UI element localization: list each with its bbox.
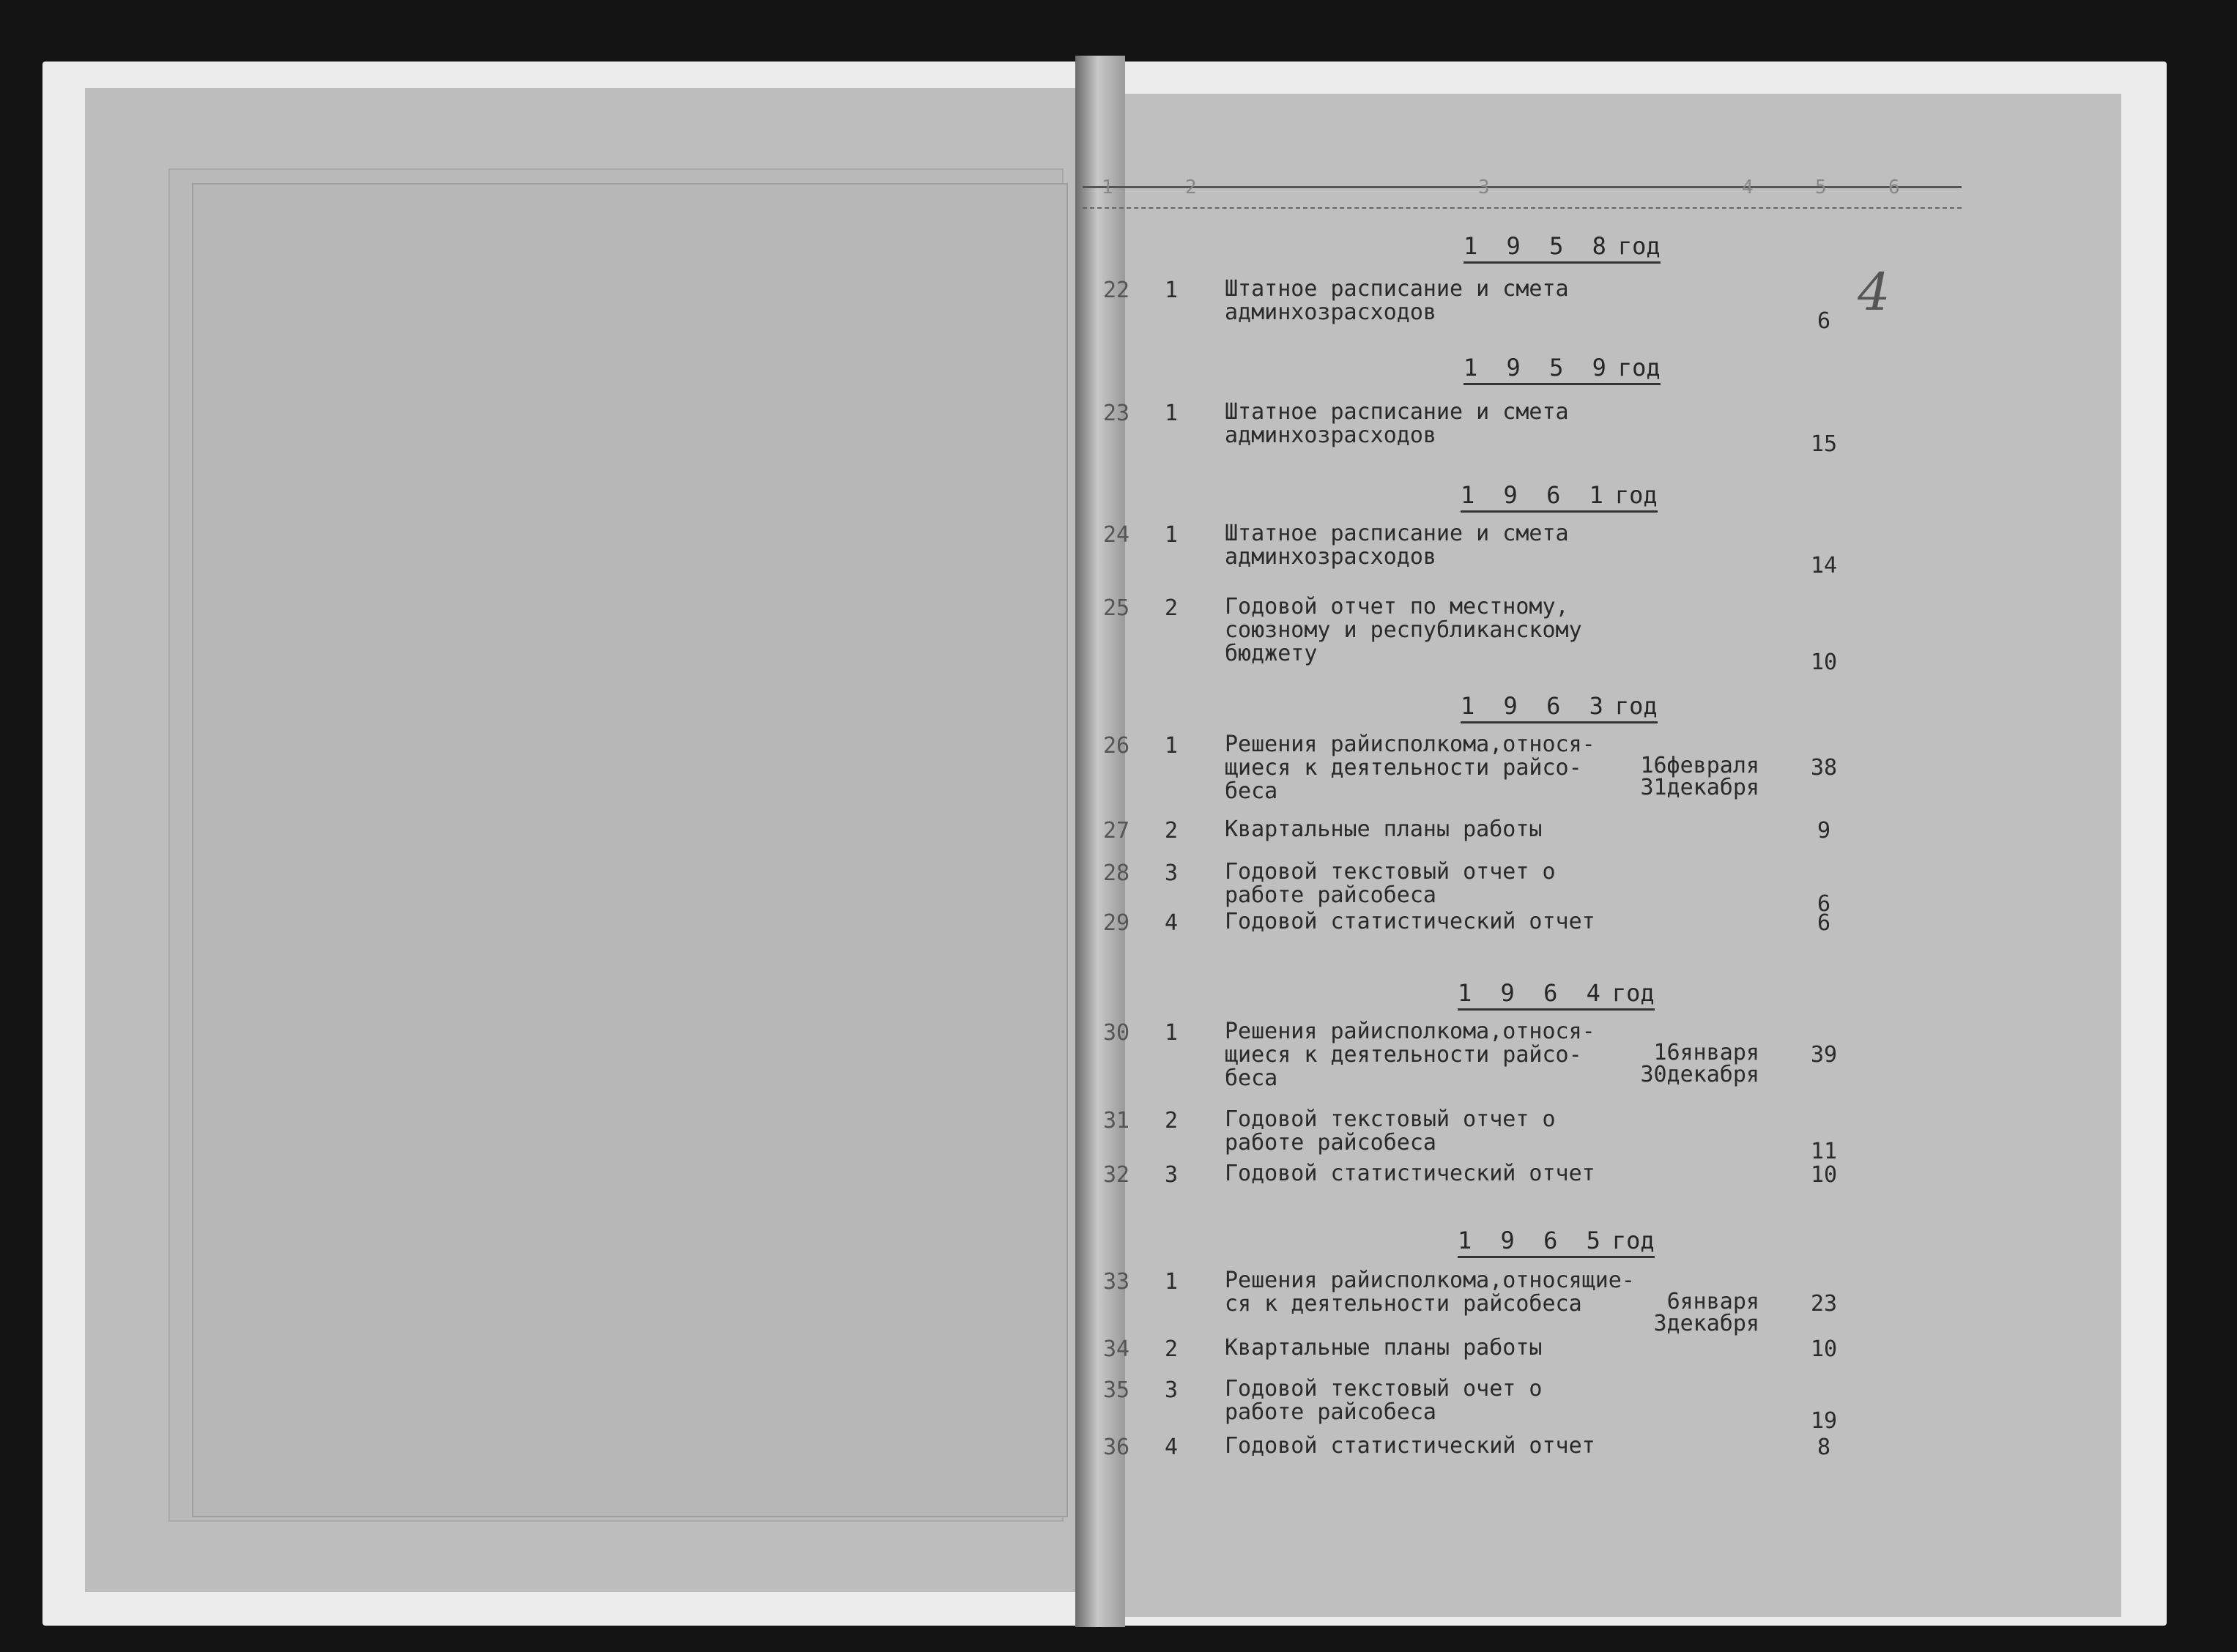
subitem-number: 2 (1165, 595, 1179, 621)
item-title: Штатное расписание и смета админхозрасходов (1225, 521, 1569, 570)
page-count: 19 (1810, 1408, 1838, 1434)
subitem-number: 1 (1165, 1269, 1179, 1295)
item-number: 33 (1103, 1269, 1130, 1295)
item-title: Квартальные планы работы (1225, 816, 1543, 842)
list-item (1083, 1162, 1962, 1206)
item-title: Годовой статистический отчет (1225, 909, 1595, 934)
year-heading (1463, 354, 1661, 385)
subitem-number: 1 (1165, 1020, 1179, 1046)
list-item (1083, 399, 1962, 457)
column-number: 6 (1888, 176, 1900, 198)
year-heading (1463, 232, 1661, 264)
list-item (1083, 521, 1962, 578)
item-number: 24 (1103, 522, 1130, 548)
item-number: 31 (1103, 1108, 1130, 1134)
subitem-number: 3 (1165, 1162, 1179, 1188)
year-word: год (1611, 1227, 1655, 1254)
item-title: Годовой отчет по местному, союзному и республиканскому бюджету (1225, 594, 1582, 666)
list-item (1083, 732, 1962, 804)
year-value: 1 9 6 1 (1461, 481, 1611, 509)
item-title: Годовой статистический отчет (1225, 1161, 1595, 1186)
page-count: 8 (1817, 1435, 1831, 1460)
list-item (1083, 1376, 1962, 1434)
subitem-number: 3 (1165, 1377, 1179, 1403)
item-title: Квартальные планы работы (1225, 1335, 1543, 1361)
item-number: 28 (1103, 860, 1130, 886)
item-number: 29 (1103, 910, 1130, 936)
header-rule (1083, 207, 1962, 209)
page-count: 11 (1810, 1139, 1838, 1164)
inventory-list (1083, 176, 1962, 1550)
list-item (1083, 1019, 1962, 1091)
year-value: 1 9 5 9 (1463, 354, 1614, 382)
year-heading (1461, 692, 1658, 723)
item-number: 32 (1103, 1162, 1130, 1188)
year-word: год (1617, 354, 1661, 382)
item-dates: 16января 30декабря (1640, 1040, 1759, 1087)
item-number: 22 (1103, 278, 1130, 303)
item-title: Годовой текстовый отчет о работе райсобеса (1225, 859, 1556, 908)
item-title: Годовой текстовый очет о работе райсобеса (1225, 1376, 1543, 1425)
item-title: Годовой статистический отчет (1225, 1433, 1595, 1459)
year-value: 1 9 5 8 (1463, 232, 1614, 260)
subitem-number: 4 (1165, 1435, 1179, 1460)
handwritten-page-number: 4 (1858, 262, 1891, 322)
item-dates: 6января 3декабря (1653, 1289, 1759, 1336)
item-title: Штатное расписание и смета админхозрасходов (1225, 399, 1569, 448)
item-number: 27 (1103, 818, 1130, 844)
column-number: 3 (1478, 176, 1490, 198)
item-number: 25 (1103, 595, 1130, 621)
year-word: год (1614, 692, 1658, 720)
year-heading (1458, 1227, 1655, 1258)
year-value: 1 9 6 4 (1458, 979, 1608, 1007)
year-value: 1 9 6 3 (1461, 692, 1611, 720)
subitem-number: 2 (1165, 1108, 1179, 1134)
left-page (85, 88, 1091, 1592)
list-item (1083, 276, 1962, 334)
page-count: 6 (1817, 891, 1831, 917)
page-count: 39 (1810, 1042, 1838, 1068)
list-item (1083, 1435, 1962, 1478)
column-number: 1 (1102, 176, 1113, 198)
item-number: 30 (1103, 1020, 1130, 1046)
list-item (1083, 910, 1962, 954)
page-count: 6 (1817, 308, 1831, 334)
page-count: 10 (1810, 1336, 1838, 1362)
item-number: 26 (1103, 733, 1130, 759)
page-count: 38 (1810, 755, 1838, 781)
item-number: 34 (1103, 1336, 1130, 1362)
subitem-number: 1 (1165, 733, 1179, 759)
year-word: год (1617, 232, 1661, 260)
item-title: Решения райисполкома,относя- щиеся к деятельности райсо- беса (1225, 732, 1595, 804)
year-value: 1 9 6 5 (1458, 1227, 1608, 1254)
item-number: 36 (1103, 1435, 1130, 1460)
list-item (1083, 594, 1962, 675)
left-page-sheet (192, 183, 1068, 1517)
item-dates: 16февраля 31декабря (1640, 753, 1759, 800)
list-item (1083, 1336, 1962, 1380)
subitem-number: 1 (1165, 522, 1179, 548)
year-word: год (1611, 979, 1655, 1007)
list-item (1083, 818, 1962, 862)
page-count: 23 (1810, 1291, 1838, 1317)
year-heading (1458, 979, 1655, 1011)
subitem-number: 1 (1165, 278, 1179, 303)
subitem-number: 1 (1165, 401, 1179, 426)
year-heading (1461, 481, 1658, 513)
page-count: 6 (1817, 910, 1831, 936)
column-number: 5 (1815, 176, 1827, 198)
item-number: 23 (1103, 401, 1130, 426)
list-item (1083, 859, 1962, 917)
page-count: 9 (1817, 818, 1831, 844)
item-number: 35 (1103, 1377, 1130, 1403)
list-item (1083, 1106, 1962, 1164)
year-word: год (1614, 481, 1658, 509)
item-title: Годовой текстовый отчет о работе райсобеса (1225, 1106, 1556, 1156)
page-count: 15 (1810, 431, 1838, 457)
subitem-number: 2 (1165, 818, 1179, 844)
page-count: 10 (1810, 1162, 1838, 1188)
page-count: 10 (1810, 650, 1838, 675)
subitem-number: 4 (1165, 910, 1179, 936)
item-title: Штатное расписание и смета админхозрасходов (1225, 276, 1569, 325)
item-title: Решения райисполкома,относящие- ся к деятельности райсобеса (1225, 1268, 1635, 1317)
item-title: Решения райисполкома,относя- щиеся к деятельности райсо- беса (1225, 1019, 1595, 1091)
page-count: 14 (1810, 553, 1838, 578)
subitem-number: 3 (1165, 860, 1179, 886)
column-number: 2 (1185, 176, 1197, 198)
list-item (1083, 1268, 1962, 1336)
subitem-number: 2 (1165, 1336, 1179, 1362)
column-number: 4 (1742, 176, 1754, 198)
